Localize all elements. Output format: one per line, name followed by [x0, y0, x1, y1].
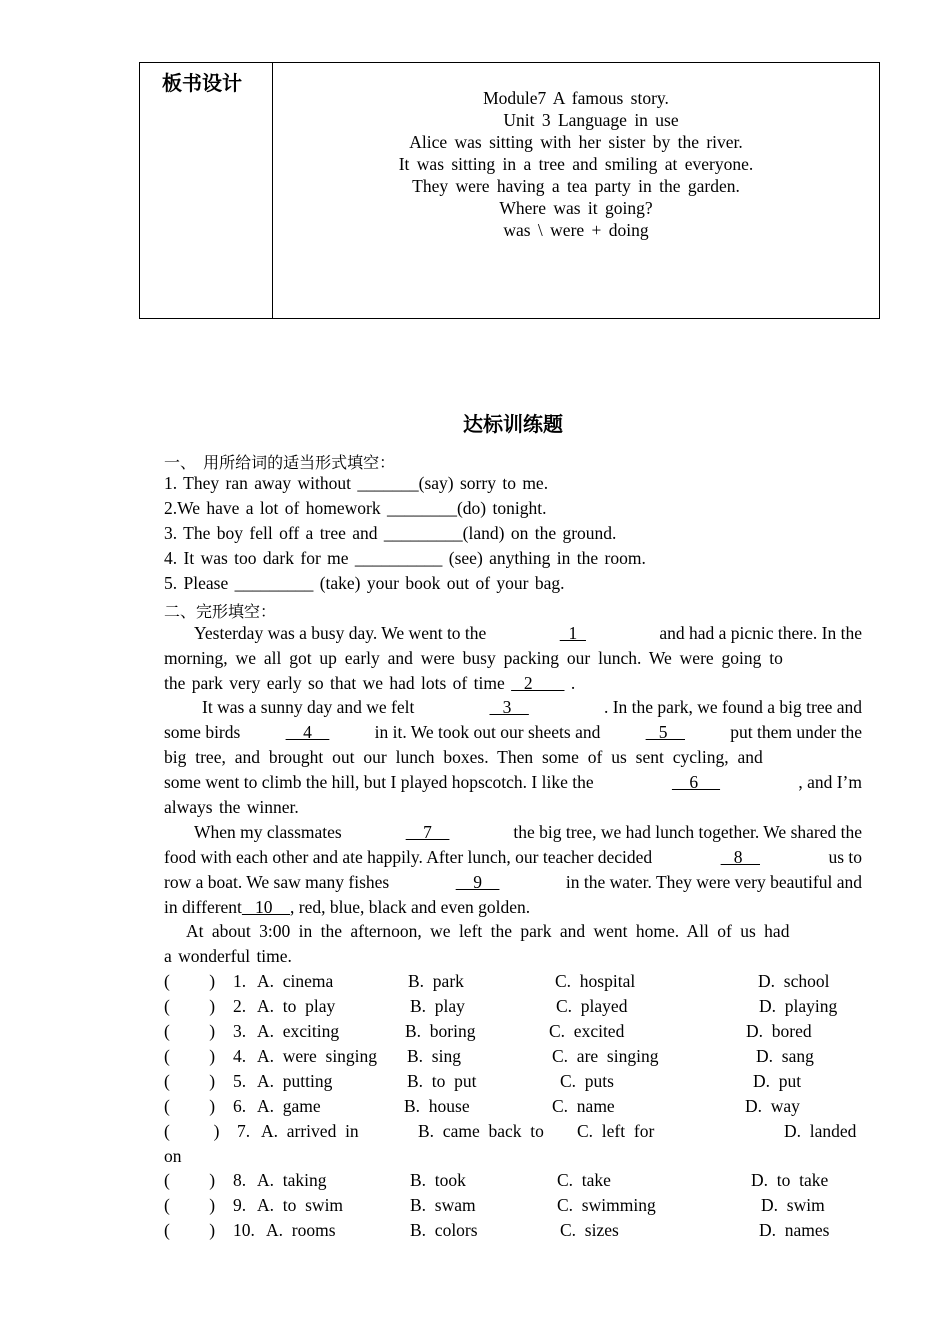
- question-number: 3.: [233, 1021, 247, 1041]
- option-c: C. sizes: [560, 1220, 619, 1240]
- blank-3: 3: [489, 697, 529, 717]
- board-line: Unit 3 Language in use: [503, 110, 679, 130]
- blank-9: 9: [455, 872, 500, 892]
- passage-line: It was a sunny day and we felt 3 . In the park, we found a big tree and: [202, 697, 862, 717]
- board-design-label: 板书设计: [162, 71, 242, 95]
- option-d: D. names: [759, 1220, 830, 1240]
- part1-item: 4. It was too dark for me __________ (see) anything in the room.: [164, 548, 646, 568]
- blank-4: 4: [285, 722, 330, 742]
- part1-item: 2.We have a lot of homework ________(do) tonight.: [164, 498, 547, 518]
- blank-10: 10: [241, 897, 291, 917]
- blank-1: 1: [559, 623, 586, 643]
- option-d: D. put: [753, 1071, 802, 1091]
- part1-heading: 一、 用所给词的适当形式填空：: [164, 453, 396, 472]
- option-c: C. name: [552, 1096, 615, 1116]
- answer-paren: ( ): [164, 1195, 216, 1215]
- option-a: A. to play: [257, 996, 336, 1016]
- passage-line: food with each other and ate happily. After lunch, our teacher decided 8 us to: [164, 847, 862, 867]
- answer-paren: ( ): [164, 1220, 216, 1240]
- option-a: A. rooms: [266, 1220, 336, 1240]
- passage-line: some went to climb the hill, but I played hopscotch. I like the 6 , and I’m: [164, 772, 862, 792]
- option-d: D. school: [758, 971, 830, 991]
- option-b: B. park: [408, 971, 464, 991]
- option-a: A. exciting: [257, 1021, 340, 1041]
- board-content: [273, 87, 879, 241]
- part1-item: 3. The boy fell off a tree and _________(land) on the ground.: [164, 523, 617, 543]
- option-c: C. take: [557, 1170, 611, 1190]
- option-d: D. to take: [751, 1170, 829, 1190]
- option-b: B. house: [404, 1096, 470, 1116]
- option-b: B. sing: [407, 1046, 461, 1066]
- question-number: 8.: [233, 1170, 247, 1190]
- option-c: C. puts: [560, 1071, 614, 1091]
- option-b: B. play: [410, 996, 465, 1016]
- question-number: 5.: [233, 1071, 247, 1091]
- option-a: A. arrived in: [261, 1121, 359, 1141]
- exercise-title: 达标训练题: [463, 412, 563, 436]
- option-d: D. way: [745, 1096, 800, 1116]
- option-d: D. landed: [784, 1121, 857, 1141]
- option-c: C. hospital: [555, 971, 636, 991]
- board-line: was \ were + doing: [503, 220, 649, 240]
- passage-line: At about 3:00 in the afternoon, we left the park and went home. All of us had: [186, 921, 790, 941]
- blank-7: 7: [405, 822, 450, 842]
- passage-line: Yesterday was a busy day. We went to the 1 and had a picnic there. In the: [194, 623, 862, 643]
- blank-6: 6: [671, 772, 721, 792]
- option-a: A. taking: [257, 1170, 327, 1190]
- board-line: They were having a tea party in the garden.: [412, 176, 740, 196]
- board-line: Module7 A famous story.: [483, 88, 669, 108]
- question-number: 9.: [233, 1195, 247, 1215]
- board-line: It was sitting in a tree and smiling at everyone.: [398, 154, 754, 174]
- passage-line: big tree, and brought out our lunch boxes. Then some of us sent cycling, and: [164, 747, 763, 767]
- passage-line: some birds 4 in it. We took out our sheets and 5 put them under the: [164, 722, 862, 742]
- option-c: C. played: [556, 996, 628, 1016]
- option-d: D. bored: [746, 1021, 812, 1041]
- question-number: 6.: [233, 1096, 247, 1116]
- blank-2: 2: [511, 673, 565, 693]
- option-b: B. came back to: [418, 1121, 544, 1141]
- answer-paren: ( ): [164, 1096, 216, 1116]
- option-b: B. colors: [410, 1220, 478, 1240]
- passage-line: in different 10 , red, blue, black and even golden.: [164, 897, 531, 917]
- option-d-wrap: on: [164, 1146, 182, 1166]
- passage-line: always the winner.: [164, 797, 299, 817]
- option-c: C. swimming: [557, 1195, 656, 1215]
- option-a: A. were singing: [257, 1046, 378, 1066]
- part1-item: 5. Please _________ (take) your book out of your bag.: [164, 573, 565, 593]
- option-b: B. boring: [405, 1021, 476, 1041]
- question-number: 1.: [233, 971, 247, 991]
- board-line: Alice was sitting with her sister by the river.: [409, 132, 743, 152]
- option-a: A. game: [257, 1096, 321, 1116]
- question-number: 10.: [233, 1220, 255, 1240]
- board-design-table: [139, 62, 880, 319]
- passage-line: a wonderful time.: [164, 946, 292, 966]
- blank-8: 8: [720, 847, 760, 867]
- answer-paren: ( ): [164, 1121, 220, 1141]
- option-c: C. are singing: [552, 1046, 659, 1066]
- option-b: B. to put: [407, 1071, 477, 1091]
- answer-paren: ( ): [164, 1021, 216, 1041]
- answer-paren: ( ): [164, 996, 216, 1016]
- blank-5: 5: [645, 722, 685, 742]
- option-d: D. playing: [759, 996, 838, 1016]
- passage-line: the park very early so that we had lots of time 2 .: [164, 673, 576, 693]
- option-c: C. left for: [577, 1121, 655, 1141]
- passage-line: morning, we all got up early and were busy packing our lunch. We were going to: [164, 648, 783, 668]
- option-b: B. swam: [410, 1195, 476, 1215]
- option-a: A. putting: [257, 1071, 333, 1091]
- option-a: A. cinema: [257, 971, 334, 991]
- passage-line: When my classmates 7 the big tree, we had lunch together. We shared the: [194, 822, 862, 842]
- question-number: 4.: [233, 1046, 247, 1066]
- passage-line: row a boat. We saw many fishes 9 in the water. They were very beautiful and: [164, 872, 862, 892]
- board-line: Where was it going?: [499, 198, 653, 218]
- option-c: C. excited: [549, 1021, 625, 1041]
- question-number: 2.: [233, 996, 247, 1016]
- answer-paren: ( ): [164, 1046, 216, 1066]
- option-d: D. sang: [756, 1046, 814, 1066]
- answer-paren: ( ): [164, 1170, 216, 1190]
- part1-item: 1. They ran away without _______(say) sorry to me.: [164, 473, 549, 493]
- question-number: 7.: [237, 1121, 251, 1141]
- option-d: D. swim: [761, 1195, 825, 1215]
- answer-paren: ( ): [164, 971, 216, 991]
- part2-heading: 二、完形填空：: [164, 602, 277, 621]
- option-a: A. to swim: [257, 1195, 344, 1215]
- option-b: B. took: [410, 1170, 466, 1190]
- answer-paren: ( ): [164, 1071, 216, 1091]
